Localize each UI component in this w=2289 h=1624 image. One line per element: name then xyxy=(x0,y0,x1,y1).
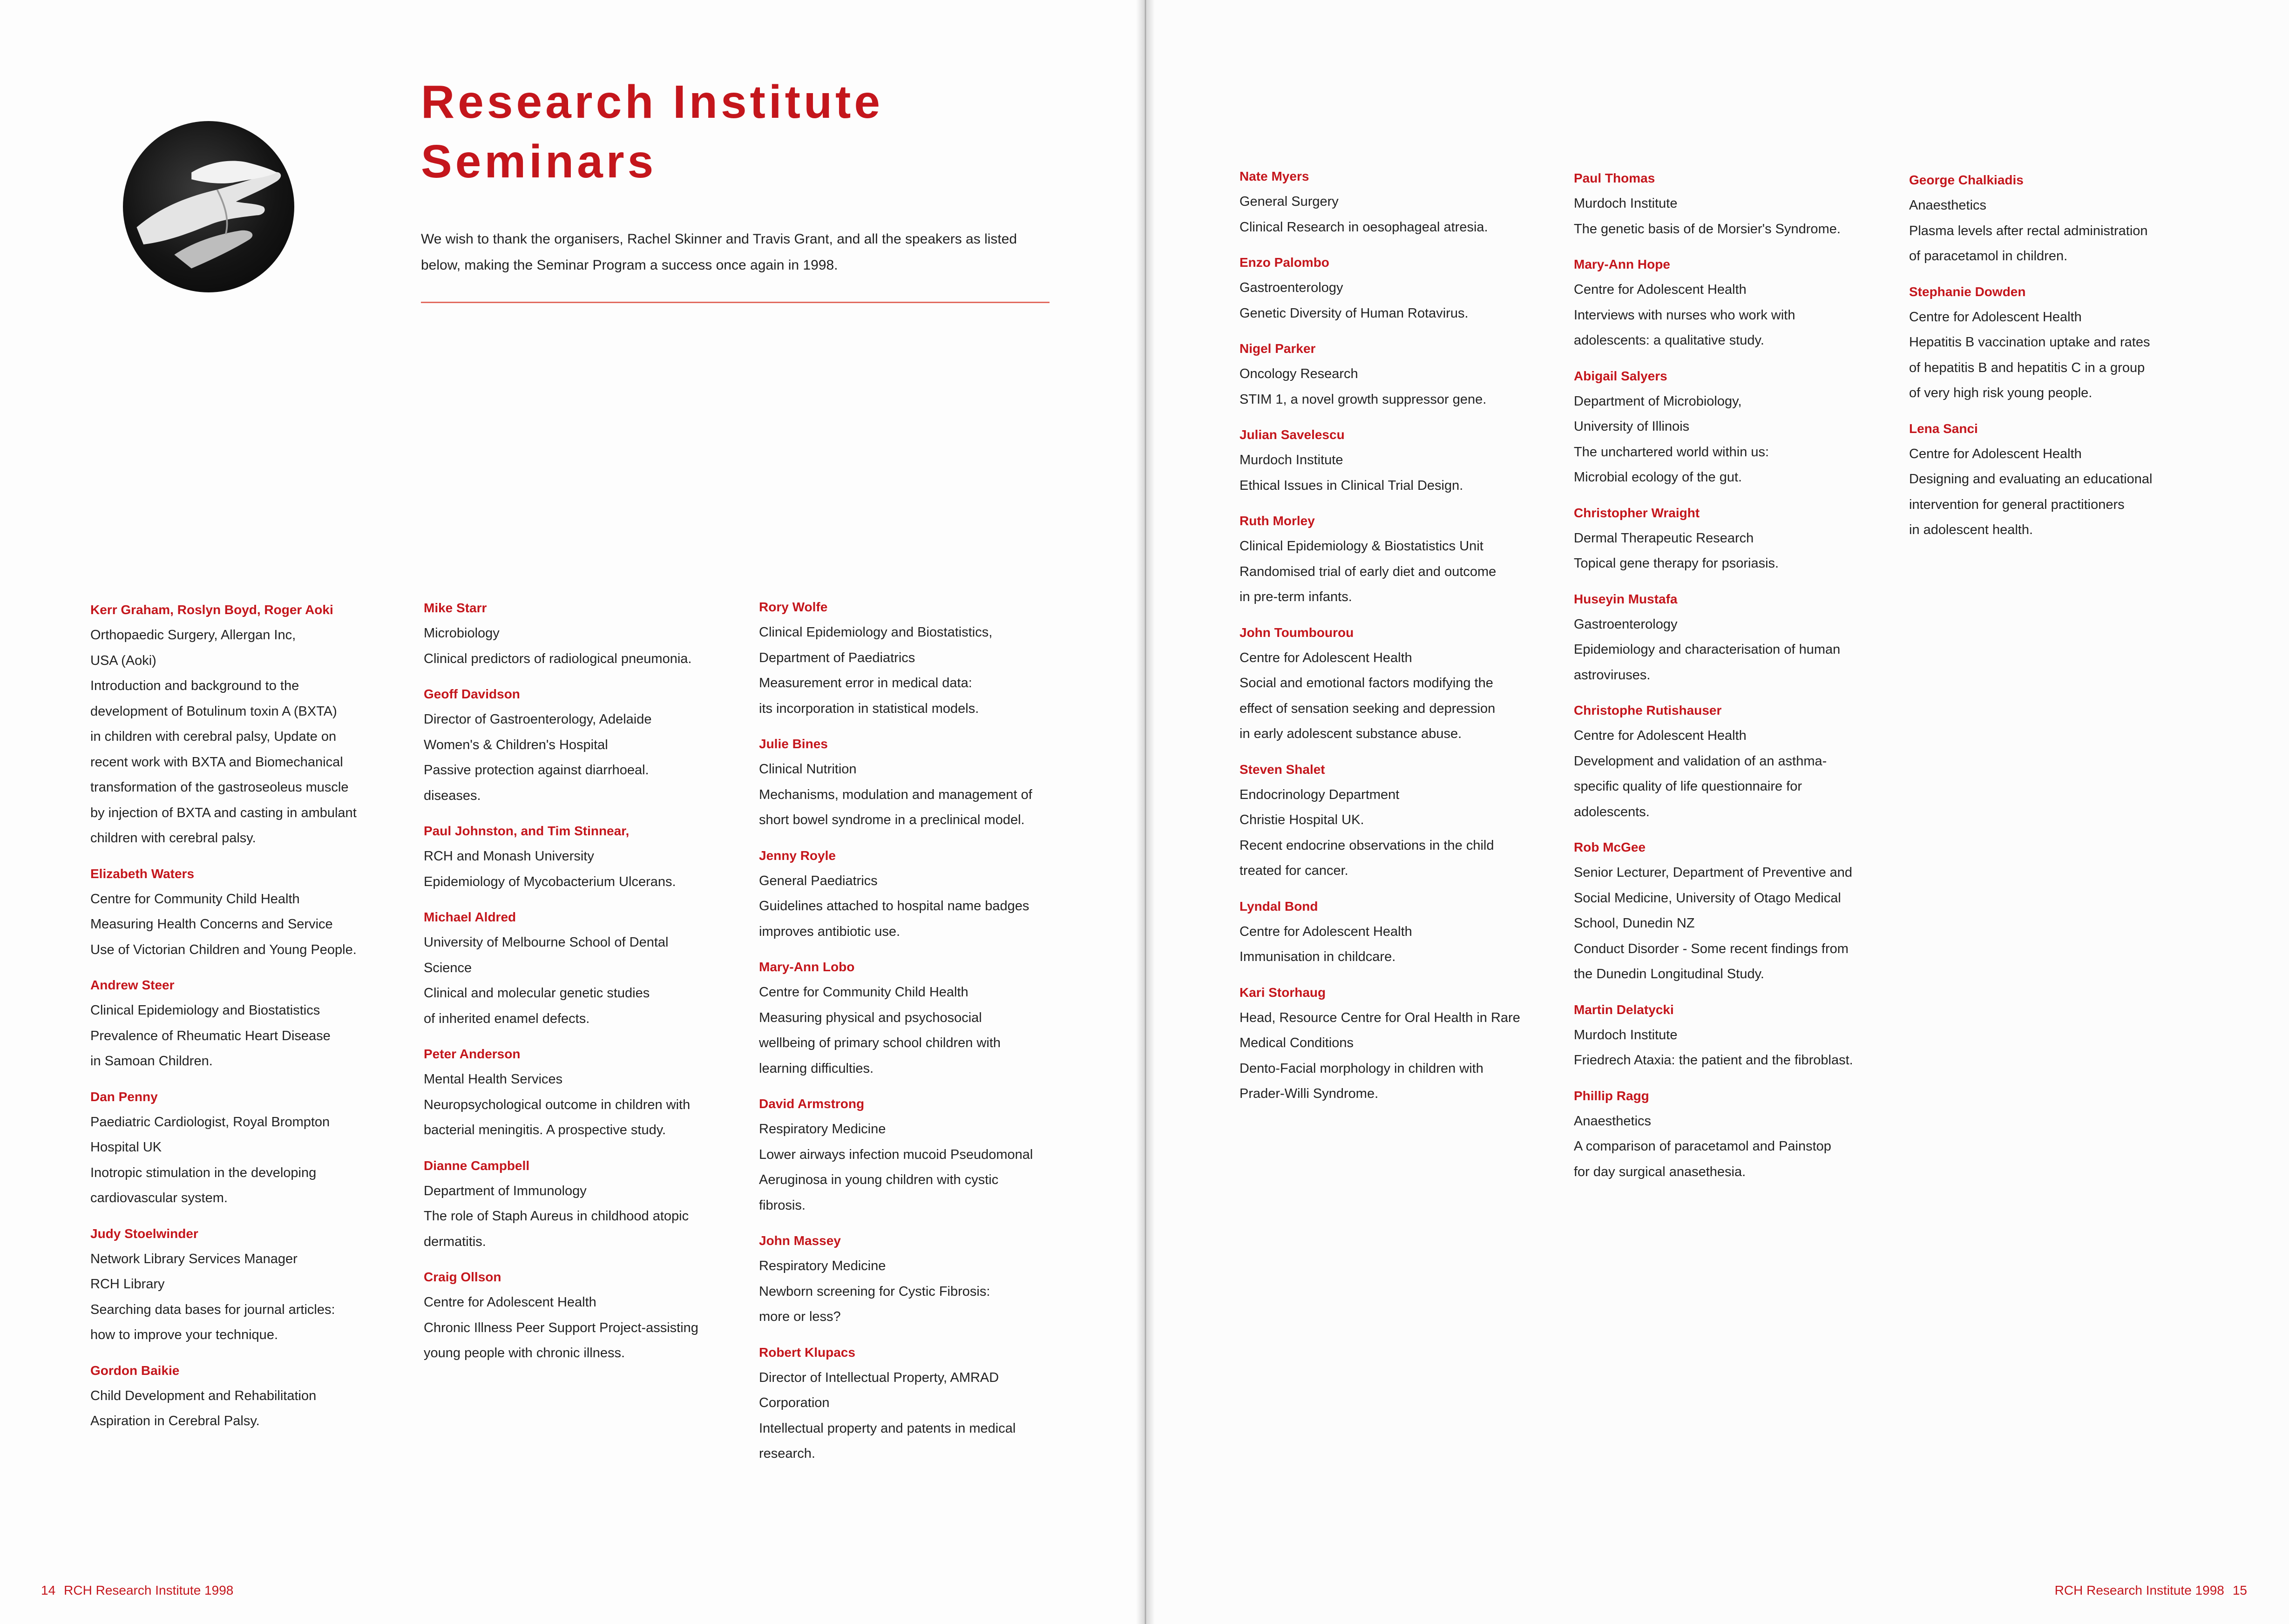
seminar-detail-line: Aeruginosa in young children with cystic xyxy=(759,1172,999,1187)
seminar-detail-line: Hepatitis B vaccination uptake and rates xyxy=(1909,335,2150,350)
speaker-name: John Massey xyxy=(759,1233,841,1248)
seminar-detail-line: Microbiology xyxy=(424,626,500,641)
seminar-detail-line: adolescents. xyxy=(1574,804,1650,819)
title-line-1: Research Institute xyxy=(421,76,883,128)
title-divider xyxy=(421,302,1050,303)
seminar-detail-line: Director of Gastroenterology, Adelaide xyxy=(424,712,652,727)
book-gutter xyxy=(1136,0,1155,1624)
speaker-name: Enzo Palombo xyxy=(1239,255,1329,270)
seminar-detail-line: in early adolescent substance abuse. xyxy=(1239,726,1462,741)
seminar-detail-line: Department of Immunology xyxy=(424,1183,587,1198)
seminar-entry xyxy=(1574,997,1872,1073)
seminar-column-3 xyxy=(759,595,1057,1477)
seminar-detail-line: University of Illinois xyxy=(1574,419,1690,434)
seminar-detail-line: Social Medicine, University of Otago Medical xyxy=(1574,890,1841,906)
seminar-detail-line: the Dunedin Longitudinal Study. xyxy=(1574,967,1764,981)
seminar-detail-line: Mechanisms, modulation and management of xyxy=(759,787,1032,802)
seminar-detail-line: Measurement error in medical data: xyxy=(759,676,972,690)
seminar-detail-line: of hepatitis B and hepatitis C in a group xyxy=(1909,360,2145,375)
seminar-detail-line: Newborn screening for Cystic Fibrosis: xyxy=(759,1284,990,1299)
speaker-name: Steven Shalet xyxy=(1239,762,1325,777)
speaker-name: Elizabeth Waters xyxy=(90,866,195,881)
speaker-name: George Chalkiadis xyxy=(1909,173,2024,187)
speaker-name: Gordon Baikie xyxy=(90,1363,180,1378)
seminar-detail-line: Ethical Issues in Clinical Trial Design. xyxy=(1239,478,1463,493)
seminar-detail-line: Orthopaedic Surgery, Allergan Inc, xyxy=(90,628,296,643)
speaker-name: Christophe Rutishauser xyxy=(1574,703,1722,717)
seminar-detail-line: diseases. xyxy=(424,788,481,803)
footer-left xyxy=(41,1583,242,1598)
seminar-detail-line: Science xyxy=(424,960,472,975)
seminar-detail-line: Department of Microbiology, xyxy=(1574,393,1742,409)
seminar-detail-line: The unchartered world within us: xyxy=(1574,444,1769,460)
seminar-entry xyxy=(1239,422,1537,498)
seminar-detail-line: Prader-Willi Syndrome. xyxy=(1239,1086,1379,1101)
footer-title-left: RCH Research Institute 1998 xyxy=(64,1583,234,1597)
seminar-detail-line: Genetic Diversity of Human Rotavirus. xyxy=(1239,305,1469,321)
seminar-detail-line: Passive protection against diarrhoeal. xyxy=(424,763,649,778)
seminar-detail-line: RCH Library xyxy=(90,1277,165,1292)
seminar-detail-line: Centre for Adolescent Health xyxy=(1239,924,1412,939)
seminar-entry xyxy=(90,861,388,963)
seminar-detail-line: Microbial ecology of the gut. xyxy=(1574,470,1742,485)
page-number-right: 15 xyxy=(2232,1583,2247,1597)
seminar-detail-line: Conduct Disorder - Some recent findings from xyxy=(1574,941,1849,956)
seminar-detail-line: Measuring Health Concerns and Service xyxy=(90,917,333,932)
seminar-detail-line: Gastroenterology xyxy=(1239,280,1343,295)
seminar-entry xyxy=(1239,894,1537,970)
seminar-detail-line: cardiovascular system. xyxy=(90,1191,228,1205)
speaker-name: Mary-Ann Hope xyxy=(1574,257,1670,271)
seminar-detail-line: STIM 1, a novel growth suppressor gene. xyxy=(1239,392,1487,407)
speaker-name: Julian Savelescu xyxy=(1239,427,1345,442)
seminar-detail-line: University of Melbourne School of Dental xyxy=(424,935,669,950)
seminar-detail-line: The role of Staph Aureus in childhood atopic xyxy=(424,1209,689,1224)
seminar-detail-line: Randomised trial of early diet and outcome xyxy=(1239,564,1497,579)
seminar-detail-line: Paediatric Cardiologist, Royal Brompton xyxy=(90,1114,330,1130)
seminar-detail-line: effect of sensation seeking and depression xyxy=(1239,701,1496,716)
seminar-detail-line: young people with chronic illness. xyxy=(424,1346,625,1360)
seminar-detail-line: for day surgical anasethesia. xyxy=(1574,1164,1746,1179)
seminar-entry xyxy=(1239,980,1537,1107)
seminar-detail-line: General Paediatrics xyxy=(759,873,878,888)
seminar-detail-line: Guidelines attached to hospital name badges xyxy=(759,899,1029,914)
seminar-detail-line: Dermal Therapeutic Research xyxy=(1574,530,1754,546)
seminar-entry xyxy=(424,819,722,894)
seminar-detail-line: Centre for Adolescent Health xyxy=(1239,650,1412,665)
speaker-name: Lyndal Bond xyxy=(1239,899,1318,914)
seminar-entry xyxy=(90,597,388,851)
seminar-detail-line: its incorporation in statistical models. xyxy=(759,701,979,716)
seminar-detail-line: dermatitis. xyxy=(424,1234,486,1249)
speaker-name: Michael Aldred xyxy=(424,910,516,924)
seminar-detail-line: Lower airways infection mucoid Pseudomonal xyxy=(759,1147,1033,1162)
speaker-name: Andrew Steer xyxy=(90,978,175,992)
seminar-detail-line: Director of Intellectual Property, AMRAD xyxy=(759,1370,999,1385)
seminar-detail-line: Searching data bases for journal articles: xyxy=(90,1302,335,1317)
speaker-name: David Armstrong xyxy=(759,1096,865,1111)
speaker-name: Craig Ollson xyxy=(424,1270,501,1284)
seminar-entry xyxy=(1909,279,2207,406)
seminar-detail-line: bacterial meningitis. A prospective study. xyxy=(424,1123,666,1137)
seminar-detail-line: Immunisation in childcare. xyxy=(1239,949,1396,964)
seminar-detail-line: adolescents: a qualitative study. xyxy=(1574,333,1764,348)
seminar-detail-line: Centre for Adolescent Health xyxy=(1909,446,2082,461)
seminar-entry xyxy=(1239,164,1537,240)
seminar-entry xyxy=(759,595,1057,721)
seminar-detail-line: Senior Lecturer, Department of Preventive and xyxy=(1574,865,1853,880)
speaker-name: Abigail Salyers xyxy=(1574,368,1667,383)
speaker-name: Nate Myers xyxy=(1239,169,1309,183)
seminar-detail-line: learning difficulties. xyxy=(759,1061,874,1076)
seminar-detail-line: fibrosis. xyxy=(759,1198,806,1213)
title-line-2: Seminars xyxy=(421,135,657,188)
speaker-name: Peter Anderson xyxy=(424,1047,521,1061)
seminar-entry xyxy=(1239,336,1537,412)
seminar-entry xyxy=(424,1265,722,1366)
seminar-detail-line: Centre for Community Child Health xyxy=(90,891,300,907)
seminar-entry xyxy=(424,1153,722,1255)
speaker-name: Paul Johnston, and Tim Stinnear, xyxy=(424,824,630,838)
seminar-entry xyxy=(1574,587,1872,688)
seminar-detail-line: Christie Hospital UK. xyxy=(1239,812,1364,827)
seminar-detail-line: Clinical and molecular genetic studies xyxy=(424,986,650,1001)
seminar-detail-line: Clinical predictors of radiological pneumonia. xyxy=(424,651,692,666)
seminar-detail-line: Friedrech Ataxia: the patient and the fibroblast. xyxy=(1574,1053,1853,1068)
seminar-detail-line: Intellectual property and patents in medical xyxy=(759,1421,1016,1436)
seminar-detail-line: Aspiration in Cerebral Palsy. xyxy=(90,1414,260,1428)
seminar-detail-line: Recent endocrine observations in the child xyxy=(1239,838,1494,853)
seminar-entry xyxy=(759,954,1057,1081)
seminar-detail-line: Interviews with nurses who work with xyxy=(1574,307,1795,323)
seminar-detail-line: Oncology Research xyxy=(1239,366,1358,381)
seminar-detail-line: of inherited enamel defects. xyxy=(424,1011,590,1026)
seminar-column-4 xyxy=(1239,164,1537,1117)
seminar-entry xyxy=(1909,416,2207,543)
seminar-entry xyxy=(90,1221,388,1348)
seminar-detail-line: of very high risk young people. xyxy=(1909,386,2093,400)
seminar-detail-line: Clinical Epidemiology and Biostatistics, xyxy=(759,625,993,640)
speaker-name: Phillip Ragg xyxy=(1574,1088,1649,1103)
seminar-column-5 xyxy=(1574,166,1872,1195)
seminar-entry xyxy=(1239,757,1537,884)
speaker-name: Rob McGee xyxy=(1574,840,1646,854)
seminar-entry xyxy=(759,1340,1057,1467)
seminar-detail-line: Social and emotional factors modifying the xyxy=(1239,676,1493,690)
speaker-name: Martin Delatycki xyxy=(1574,1002,1674,1017)
seminar-detail-line: Topical gene therapy for psoriasis. xyxy=(1574,556,1779,571)
speaker-name: Lena Sanci xyxy=(1909,421,1978,436)
seminar-detail-line: Prevalence of Rheumatic Heart Disease xyxy=(90,1028,331,1043)
seminar-detail-line: in children with cerebral palsy, Update on xyxy=(90,729,337,744)
speaker-name: Julie Bines xyxy=(759,737,828,751)
seminar-detail-line: in Samoan Children. xyxy=(90,1054,213,1069)
seminar-detail-line: Medical Conditions xyxy=(1239,1035,1354,1050)
seminar-entry xyxy=(1239,250,1537,326)
seminar-entry xyxy=(1574,835,1872,987)
seminar-detail-line: Corporation xyxy=(759,1395,830,1410)
seminar-entry xyxy=(424,595,722,671)
speaker-name: Judy Stoelwinder xyxy=(90,1226,198,1241)
seminar-detail-line: short bowel syndrome in a preclinical model. xyxy=(759,812,1025,827)
seminar-entry xyxy=(424,905,722,1031)
seminar-detail-line: Centre for Adolescent Health xyxy=(1909,309,2082,325)
page-title xyxy=(421,72,883,191)
seminar-detail-line: of paracetamol in children. xyxy=(1909,249,2068,264)
speaker-name: Stephanie Dowden xyxy=(1909,284,2026,299)
seminar-detail-line: Network Library Services Manager xyxy=(90,1251,298,1266)
seminar-detail-line: Centre for Adolescent Health xyxy=(1574,728,1747,743)
seminar-detail-line: Clinical Epidemiology & Biostatistics Unit xyxy=(1239,539,1483,554)
seminar-detail-line: in adolescent health. xyxy=(1909,522,2033,537)
seminar-detail-line: Centre for Adolescent Health xyxy=(1574,282,1747,297)
seminar-detail-line: Centre for Adolescent Health xyxy=(424,1295,596,1310)
seminar-detail-line: Chronic Illness Peer Support Project-assisting xyxy=(424,1320,698,1335)
seminar-detail-line: Endocrinology Department xyxy=(1239,787,1400,802)
seminar-entry xyxy=(1239,508,1537,610)
seminar-entry xyxy=(759,1091,1057,1218)
seminar-entry xyxy=(1574,252,1872,353)
seminar-detail-line: Hospital UK xyxy=(90,1140,162,1155)
seminar-detail-line: RCH and Monash University xyxy=(424,849,594,864)
seminar-detail-line: research. xyxy=(759,1446,815,1461)
seminar-detail-line: transformation of the gastroseoleus muscle xyxy=(90,780,349,795)
speaker-name: Jenny Royle xyxy=(759,848,836,863)
seminar-detail-line: Use of Victorian Children and Young People. xyxy=(90,942,357,957)
seminar-entry xyxy=(90,1358,388,1434)
hands-photo xyxy=(123,121,294,292)
speaker-name: Geoff Davidson xyxy=(424,687,520,701)
speaker-name: Nigel Parker xyxy=(1239,341,1316,356)
seminar-entry xyxy=(1574,501,1872,576)
seminar-detail-line: Centre for Community Child Health xyxy=(759,985,968,1000)
speaker-name: Dan Penny xyxy=(90,1089,158,1104)
seminar-detail-line: Murdoch Institute xyxy=(1239,453,1343,467)
seminar-detail-line: wellbeing of primary school children with xyxy=(759,1035,1001,1050)
seminar-entry xyxy=(90,973,388,1074)
speaker-name: Mary-Ann Lobo xyxy=(759,960,855,974)
seminar-detail-line: Respiratory Medicine xyxy=(759,1259,886,1273)
seminar-detail-line: A comparison of paracetamol and Painstop xyxy=(1574,1139,1831,1154)
speaker-name: Ruth Morley xyxy=(1239,514,1315,528)
seminar-entry xyxy=(759,731,1057,833)
speaker-name: Kari Storhaug xyxy=(1239,985,1326,1000)
page-number-left: 14 xyxy=(41,1583,56,1597)
seminar-detail-line: Murdoch Institute xyxy=(1574,1027,1678,1042)
speaker-name: Kerr Graham, Roslyn Boyd, Roger Aoki xyxy=(90,602,333,617)
seminar-entry xyxy=(1574,166,1872,242)
seminar-detail-line: Gastroenterology xyxy=(1574,616,1678,632)
seminar-column-2 xyxy=(424,595,722,1376)
seminar-detail-line: astroviruses. xyxy=(1574,667,1651,683)
seminar-column-6 xyxy=(1909,168,2207,553)
seminar-detail-line: more or less? xyxy=(759,1309,841,1324)
seminar-detail-line: Clinical Research in oesophageal atresia. xyxy=(1239,219,1488,235)
seminar-detail-line: Department of Paediatrics xyxy=(759,650,915,665)
hands-photo-graphic xyxy=(123,121,294,292)
seminar-detail-line: Clinical Nutrition xyxy=(759,762,857,777)
seminar-detail-line: Anaesthetics xyxy=(1574,1113,1652,1129)
footer-right xyxy=(2046,1583,2247,1598)
seminar-detail-line: Neuropsychological outcome in children with xyxy=(424,1097,691,1112)
seminar-detail-line: Mental Health Services xyxy=(424,1072,563,1087)
speaker-name: Christopher Wraight xyxy=(1574,505,1700,520)
seminar-detail-line: intervention for general practitioners xyxy=(1909,497,2125,512)
seminar-entry xyxy=(759,1228,1057,1330)
seminar-detail-line: Respiratory Medicine xyxy=(759,1122,886,1137)
speaker-name: Paul Thomas xyxy=(1574,171,1655,185)
seminar-detail-line: USA (Aoki) xyxy=(90,653,156,668)
seminar-entry xyxy=(1574,698,1872,825)
seminar-detail-line: Women's & Children's Hospital xyxy=(424,737,608,752)
seminar-detail-line: treated for cancer. xyxy=(1239,863,1348,878)
speaker-name: John Toumbourou xyxy=(1239,625,1354,640)
seminar-detail-line: recent work with BXTA and Biomechanical xyxy=(90,754,343,770)
seminar-detail-line: Dento-Facial morphology in children with xyxy=(1239,1061,1483,1076)
seminar-detail-line: in pre-term infants. xyxy=(1239,589,1352,604)
seminar-detail-line: Child Development and Rehabilitation xyxy=(90,1388,317,1403)
speaker-name: Robert Klupacs xyxy=(759,1345,855,1360)
seminar-detail-line: by injection of BXTA and casting in ambulant xyxy=(90,805,357,820)
seminar-detail-line: Murdoch Institute xyxy=(1574,196,1678,211)
speaker-name: Huseyin Mustafa xyxy=(1574,591,1678,606)
seminar-detail-line: The genetic basis of de Morsier's Syndrome. xyxy=(1574,221,1841,237)
seminar-entry xyxy=(424,682,722,808)
speaker-name: Rory Wolfe xyxy=(759,600,828,614)
seminar-detail-line: Clinical Epidemiology and Biostatistics xyxy=(90,1003,320,1018)
seminar-detail-line: Designing and evaluating an educational xyxy=(1909,472,2153,487)
seminar-entry xyxy=(90,1084,388,1211)
seminar-detail-line: Epidemiology of Mycobacterium Ulcerans. xyxy=(424,874,676,889)
seminar-entry xyxy=(1239,620,1537,747)
seminar-detail-line: Plasma levels after rectal administration xyxy=(1909,223,2148,238)
seminar-entry xyxy=(1574,364,1872,490)
seminar-detail-line: Inotropic stimulation in the developing xyxy=(90,1165,317,1180)
seminar-detail-line: improves antibiotic use. xyxy=(759,924,901,939)
seminar-detail-line: Introduction and background to the xyxy=(90,678,299,693)
seminar-detail-line: specific quality of life questionnaire for xyxy=(1574,779,1802,794)
seminar-detail-line: School, Dunedin NZ xyxy=(1574,916,1695,931)
seminar-detail-line: Measuring physical and psychosocial xyxy=(759,1010,982,1025)
seminar-detail-line: Development and validation of an asthma- xyxy=(1574,753,1827,769)
seminar-column-1 xyxy=(90,597,388,1444)
seminar-detail-line: Head, Resource Centre for Oral Health in Rare xyxy=(1239,1010,1520,1025)
seminar-detail-line: children with cerebral palsy. xyxy=(90,831,256,846)
intro-paragraph: We wish to thank the organisers, Rachel Skinner and Travis Grant, and all the speakers as listed below, making the Seminar Program a success once again in 1998. xyxy=(421,231,1017,273)
seminar-detail-line: General Surgery xyxy=(1239,194,1339,209)
seminar-entry xyxy=(1574,1083,1872,1185)
seminar-entry xyxy=(759,843,1057,945)
seminar-detail-line: Epidemiology and characterisation of human xyxy=(1574,642,1841,657)
seminar-entry xyxy=(1909,168,2207,269)
speaker-name: Mike Starr xyxy=(424,601,487,615)
seminar-detail-line: how to improve your technique. xyxy=(90,1327,278,1342)
seminar-entry xyxy=(424,1042,722,1143)
speaker-name: Dianne Campbell xyxy=(424,1158,530,1173)
footer-title-right: RCH Research Institute 1998 xyxy=(2054,1583,2224,1597)
seminar-detail-line: development of Botulinum toxin A (BXTA) xyxy=(90,704,337,719)
seminar-detail-line: Anaesthetics xyxy=(1909,198,1987,213)
